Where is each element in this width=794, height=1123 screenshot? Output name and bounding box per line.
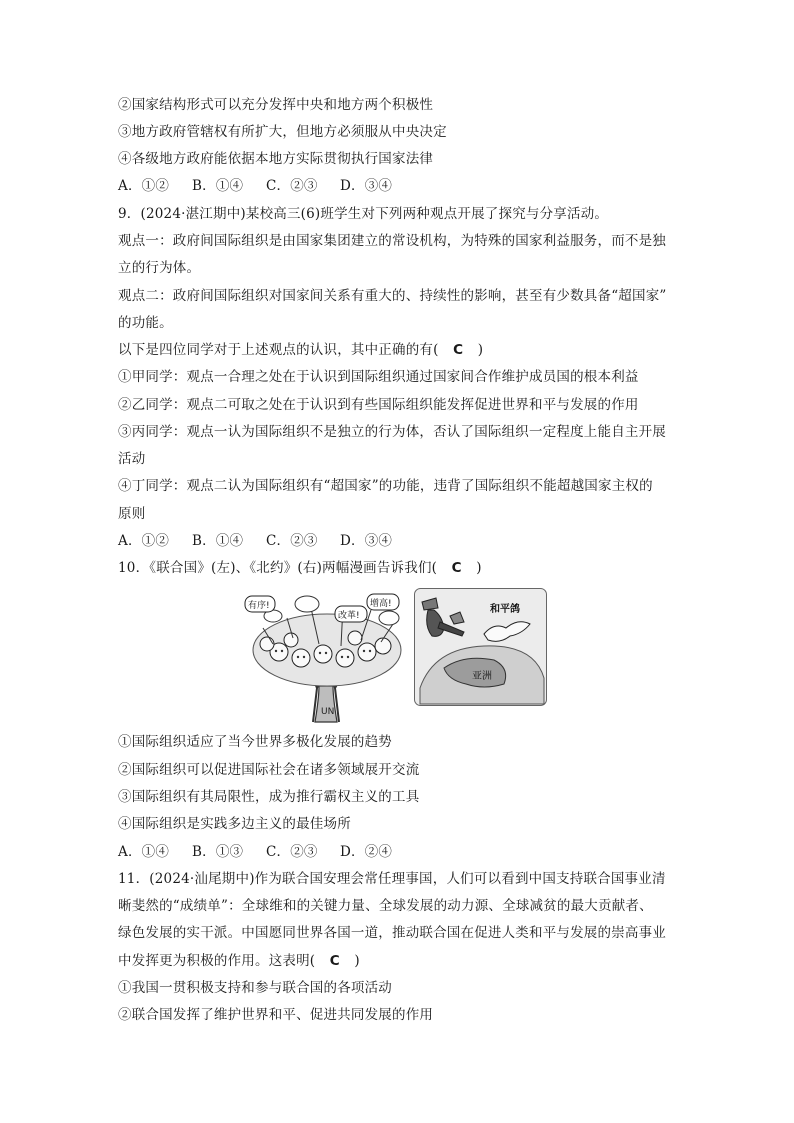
q9-stem: 9．(2024·湛江期中)某校高三(6)班学生对下列两种观点开展了探究与分享活动。 bbox=[118, 206, 609, 222]
q11-stem-line-1: 11．(2024·汕尾期中)作为联合国安理会常任理事国，人们可以看到中国支持联合国事业清 bbox=[118, 871, 666, 887]
q8-statement-3: ③地方政府管辖权有所扩大，但地方必须服从中央决定 bbox=[118, 124, 447, 140]
q9-prompt-text: 以下是四位同学对于上述观点的认识，其中正确的有( bbox=[118, 342, 439, 358]
q9-answer: C bbox=[453, 342, 464, 358]
q11-close-paren: ) bbox=[354, 953, 360, 969]
q9-view-2-line-2: 的功能。 bbox=[118, 315, 173, 331]
map-label-asia: 亚洲 bbox=[472, 671, 492, 682]
q10-statement-2: ②国际组织可以促进国际社会在诸多领域展开交流 bbox=[118, 762, 420, 778]
q8-options bbox=[118, 177, 678, 195]
q8-statement-2: ②国家结构形式可以充分发挥中央和地方两个积极性 bbox=[118, 97, 434, 113]
q9-option-c: C．②③ bbox=[266, 533, 318, 549]
q8-statement-4: ④各级地方政府能依据本地方实际贯彻执行国家法律 bbox=[118, 151, 434, 167]
q9-options bbox=[118, 532, 678, 550]
q10-option-d: D．②④ bbox=[340, 844, 393, 860]
q9-prompt bbox=[118, 341, 678, 359]
q9-statement-2: ②乙同学：观点二可取之处在于认识到有些国际组织能发挥促进世界和平与发展的作用 bbox=[118, 397, 639, 413]
q9-statement-4-line-1: ④丁同学：观点二认为国际组织有“超国家”的功能，违背了国际组织不能超越国家主权的 bbox=[118, 478, 653, 494]
q10-option-a: A．①④ bbox=[118, 844, 170, 860]
q10-option-c: C．②③ bbox=[266, 844, 318, 860]
q11-stem-line-4 bbox=[118, 952, 678, 970]
q11-statement-1: ①我国一贯积极支持和参与联合国的各项活动 bbox=[118, 980, 392, 996]
q10-statement-3: ③国际组织有其局限性，成为推行霸权主义的工具 bbox=[118, 789, 420, 805]
q8-option-b: B．①④ bbox=[192, 178, 244, 194]
q11-stem-line-2: 晰斐然的“成绩单”：全球维和的关键力量、全球发展的动力源、全球减贫的最大贡献者、 bbox=[118, 898, 653, 914]
q10-statement-1: ①国际组织适应了当今世界多极化发展的趋势 bbox=[118, 734, 392, 750]
q11-statement-2: ②联合国发挥了维护世界和平、促进共同发展的作用 bbox=[118, 1007, 434, 1023]
un-tree-illustration bbox=[243, 588, 413, 723]
q9-option-b: B．①④ bbox=[192, 533, 244, 549]
q9-statement-1: ①甲同学：观点一合理之处在于认识到国际组织通过国家间合作维护成员国的根本利益 bbox=[118, 369, 639, 385]
q9-view-2-line-1: 观点二：政府间国际组织对国家间关系有重大的、持续性的影响，甚至有少数具备“超国家” bbox=[118, 288, 667, 304]
q10-options bbox=[118, 843, 678, 861]
q10-close-paren: ) bbox=[476, 560, 482, 576]
q10-stem-text: 10．《联合国》(左)、《北约》(右)两幅漫画告诉我们( bbox=[118, 560, 438, 576]
q10-statement-4: ④国际组织是实践多边主义的最佳场所 bbox=[118, 816, 351, 832]
q9-close-paren: ) bbox=[477, 342, 484, 358]
un-tree-cartoon bbox=[243, 588, 413, 723]
q10-stem bbox=[118, 559, 678, 577]
cartoon-sign-2: 改革! bbox=[338, 611, 360, 621]
q11-stem-text: 中发挥更为积极的作用。这表明( bbox=[118, 953, 316, 969]
q9-view-1-line-2: 立的行为体。 bbox=[118, 260, 201, 276]
dove-label: 和平鸽 bbox=[490, 604, 520, 615]
cartoon-sign-3: 增高! bbox=[370, 599, 392, 609]
q9-statement-4-line-2: 原则 bbox=[118, 506, 146, 522]
un-trunk-label: UN bbox=[321, 707, 335, 717]
q10-option-b: B．①③ bbox=[192, 844, 244, 860]
q9-statement-3-line-1: ③丙同学：观点一认为国际组织不是独立的行为体，否认了国际组织一定程度上能自主开展 bbox=[118, 424, 666, 440]
q11-stem-line-3: 绿色发展的实干派。中国愿同世界各国一道，推动联合国在促进人类和平与发展的崇高事业 bbox=[118, 925, 666, 941]
q9-view-1-line-1: 观点一：政府间国际组织是由国家集团建立的常设机构，为特殊的国家利益服务，而不是独 bbox=[118, 233, 666, 249]
q8-option-a: A．①② bbox=[118, 178, 170, 194]
q9-option-a: A．①② bbox=[118, 533, 170, 549]
q10-answer: C bbox=[451, 560, 462, 576]
q9-option-d: D．③④ bbox=[340, 533, 393, 549]
q8-option-d: D．③④ bbox=[340, 178, 393, 194]
q8-option-c: C．②③ bbox=[266, 178, 318, 194]
q9-statement-3-line-2: 活动 bbox=[118, 451, 146, 467]
q11-answer: C bbox=[329, 953, 340, 969]
nato-illustration bbox=[414, 588, 547, 706]
nato-cartoon bbox=[414, 588, 547, 706]
cartoon-sign-1: 有序! bbox=[248, 601, 270, 611]
